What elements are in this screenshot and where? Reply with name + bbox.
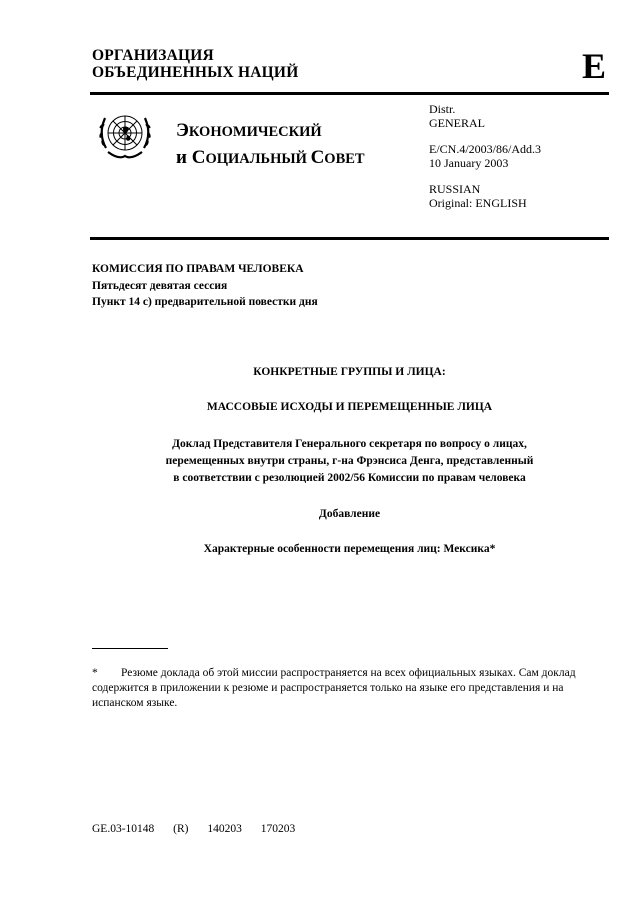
report-description (90, 436, 609, 487)
council-word-social: ОЦИАЛЬНЫЙ (205, 151, 311, 167)
commission-session: Пятьдесят девятая сессия (92, 279, 228, 292)
report-subtitle: Характерные особенности перемещения лиц: Мексика* (203, 543, 496, 555)
commission-name: КОМИССИЯ ПО ПРАВАМ ЧЕЛОВЕКА (92, 263, 304, 275)
original-language: Original: ENGLISH (429, 195, 527, 210)
council-word-economic: КОНОМИЧЕСКИЙ (188, 124, 322, 140)
document-symbol: E/CN.4/2003/86/Add.3 (429, 142, 542, 156)
council-initial-s1: С (191, 147, 206, 168)
footnote-marker: * (92, 667, 98, 679)
council-line-2 (176, 145, 365, 172)
council-conjunction: и (176, 147, 192, 168)
un-emblem-icon (94, 104, 156, 166)
document-language: RUSSIAN (429, 182, 481, 196)
distribution-block (429, 103, 541, 210)
distr-label: Distr. (429, 102, 456, 116)
footer-lang-marker: (R) (173, 823, 189, 835)
organization-name (92, 47, 298, 81)
footer-date-1: 140203 (207, 823, 242, 835)
footer-date-2: 170203 (260, 823, 296, 835)
heading-specific-groups: КОНКРЕТНЫЕ ГРУППЫ И ЛИЦА: (253, 366, 446, 378)
council-word-council: ОВЕТ (324, 151, 365, 167)
council-line-1 (176, 118, 365, 145)
org-line-1: ОРГАНИЗАЦИЯ (92, 47, 214, 64)
agenda-item: Пункт 14 c) предварительной повестки дня (92, 296, 318, 308)
report-line-2: перемещенных внутри страны, г-на Фрэнсиса Денга, представленный (165, 455, 534, 467)
heading-mass-exoduses: МАССОВЫЕ ИСХОДЫ И ПЕРЕМЕЩЕННЫЕ ЛИЦА (206, 401, 493, 413)
footnote-text: Резюме доклада об этой миссии распространяется на всех официальных языках. Сам доклад содержится в приложении к резюме и распространяется только на языке его представления и на испанском языке. (92, 667, 576, 709)
top-rule (90, 92, 609, 95)
document-footer (92, 823, 309, 835)
distr-value: GENERAL (429, 115, 485, 130)
header-bottom-rule (90, 237, 609, 240)
language-code: E (582, 46, 607, 86)
document-date: 10 January 2003 (429, 155, 509, 170)
addendum-label: Добавление (318, 508, 381, 520)
report-line-1: Доклад Представителя Генерального секретаря по вопросу о лицах, (172, 438, 527, 450)
org-line-2: ОБЪЕДИНЕННЫХ НАЦИЙ (92, 64, 299, 81)
council-initial-s2: С (310, 147, 325, 168)
footnote (92, 666, 606, 711)
footer-doc-number: GE.03-10148 (92, 823, 155, 835)
commission-block (92, 261, 318, 311)
report-line-3: в соответствии с резолюцией 2002/56 Комиссии по правам человека (173, 472, 526, 484)
footnote-separator (92, 648, 168, 649)
council-initial-e: Э (176, 120, 189, 141)
council-name (176, 118, 365, 172)
